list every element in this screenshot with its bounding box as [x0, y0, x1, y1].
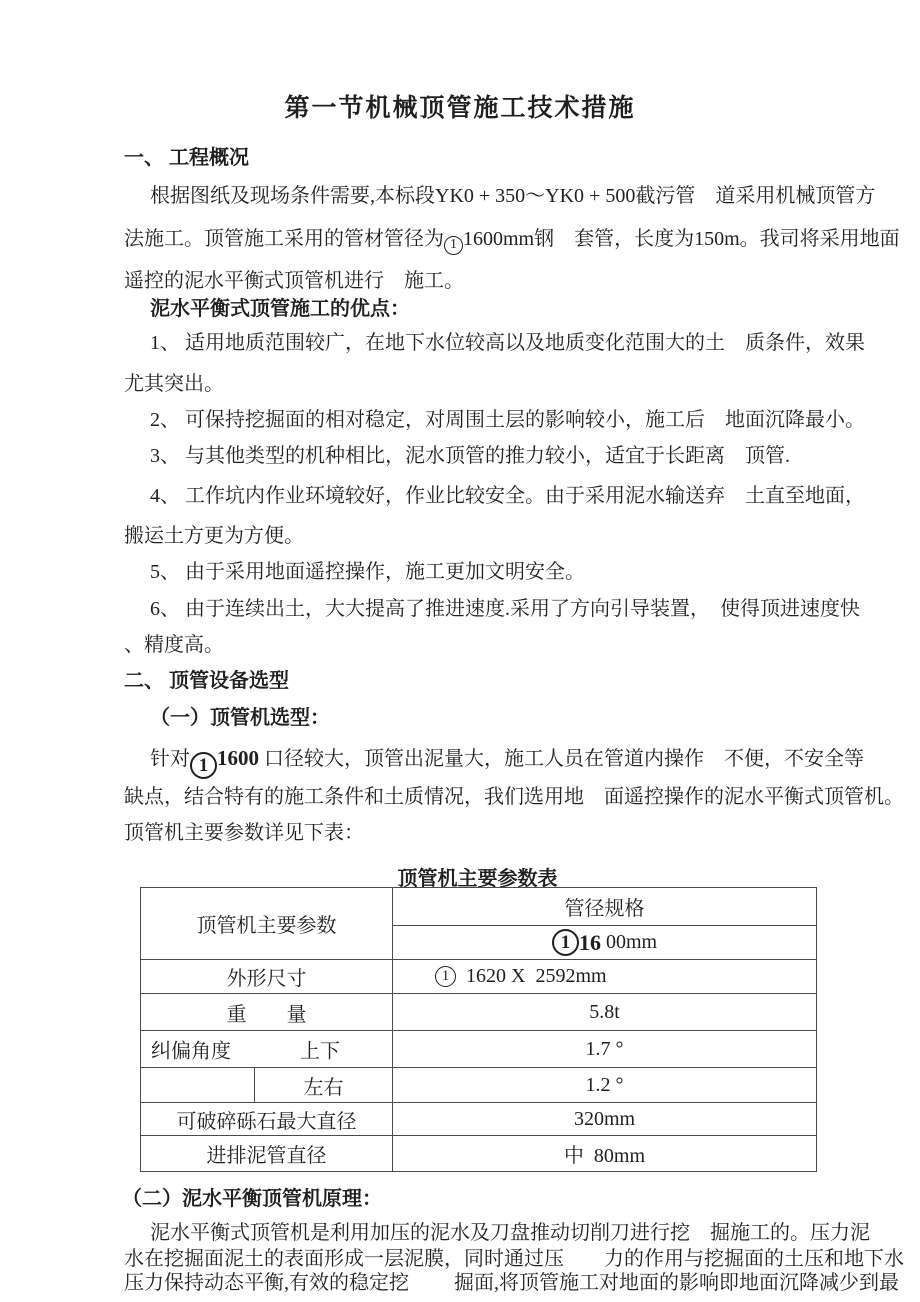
paragraph-line: 缺点，结合特有的施工条件和土质情况，我们选用地 面遥控操作的泥水平衡式顶管机。: [124, 786, 904, 808]
subsection-2b-heading: （二）泥水平衡顶管机原理：: [122, 1188, 382, 1210]
mudpipe-label: 进排泥管直径: [141, 1136, 393, 1171]
advantage-item-line: 1、 适用地质范围较广，在地下水位较高以及地质变化范围大的土 质条件，效果: [150, 332, 865, 354]
document-title: 第一节机械顶管施工技术措施: [284, 95, 636, 122]
updown-label: 上下: [300, 1040, 340, 1063]
dimension-value: [393, 960, 816, 993]
gravel-label: 可破碎砾石最大直径: [141, 1103, 393, 1135]
circled-1-marker: 1: [444, 236, 463, 255]
circled-1-marker: 1: [190, 752, 217, 779]
paragraph-line: 压力保持动态平衡,有效的稳定挖 掘面,将顶管施工对地面的影响即地面沉降减少到最: [124, 1272, 899, 1294]
subsection-2a-heading: （一）顶管机选型：: [150, 707, 330, 729]
advantage-item-line: 6、 由于连续出土，大大提高了推进速度.采用了方向引导装置， 使得顶进速度快: [150, 598, 860, 620]
paragraph-line: [124, 226, 900, 255]
table-row: [141, 888, 816, 959]
circled-1-marker: 1: [435, 966, 456, 987]
advantage-item-line: 3、 与其他类型的机种相比，泥水顶管的推力较小，适宜于长距离 顶管.: [150, 445, 790, 467]
paragraph-line: 根据图纸及现场条件需要,本标段YK0 + 350～YK0 + 500截污管 道采用机械顶管方: [150, 185, 876, 207]
deviation-leftright-cell: [141, 1068, 393, 1102]
dimension-label: 外形尺寸: [141, 960, 393, 993]
empty-subcell: [141, 1068, 255, 1102]
table-title: 顶管机主要参数表: [397, 868, 558, 890]
text-segment: 法施工。顶管施工采用的管材管径为: [124, 228, 444, 250]
paragraph-line: 泥水平衡式顶管机是利用加压的泥水及刀盘推动切削刀进行挖 掘施工的。压力泥: [150, 1222, 870, 1244]
gravel-value: 320mm: [573, 1107, 636, 1130]
deviation-angle-label: 纠偏角度: [151, 1040, 231, 1063]
paragraph-line: 遥控的泥水平衡式顶管机进行 施工。: [124, 270, 464, 292]
section-2-heading: 二、 顶管设备选型: [124, 670, 289, 692]
text-segment: 1620 X 2592mm: [456, 965, 607, 987]
advantage-item-line: 搬运土方更为方便。: [124, 525, 304, 547]
text-segment: 口径较大，顶管出泥量大，施工人员在管道内操作 不便，不安全等: [259, 748, 864, 770]
advantages-heading: 泥水平衡式顶管施工的优点：: [150, 298, 410, 320]
table-row: [141, 1102, 816, 1135]
advantage-item-line: 尤其突出。: [124, 373, 224, 395]
table-row: [141, 1135, 816, 1171]
pipe-diameter-number: 1600: [217, 746, 259, 770]
pipe-spec-value: [393, 926, 816, 959]
updown-value: 1.7 °: [585, 1037, 624, 1060]
leftright-value: 1.2 °: [585, 1073, 624, 1096]
circled-1-marker: 1: [552, 929, 579, 956]
advantage-item-line: 5、 由于采用地面遥控操作，施工更加文明安全。: [150, 561, 585, 583]
pipe-spec-label: 管径规格: [393, 888, 816, 926]
paragraph-line: 顶管机主要参数详见下表：: [124, 822, 364, 844]
table-row: [141, 1067, 816, 1102]
parameters-table: [140, 887, 817, 1172]
table-row: [141, 1030, 816, 1067]
text-segment: 1600mm钢 套管，长度为150m。我司将采用地面: [463, 228, 900, 250]
table-header-spec: [393, 888, 816, 959]
deviation-updown-cell: [141, 1031, 393, 1067]
spec-unit: 00mm: [600, 931, 658, 953]
section-1-heading: 一、 工程概况: [124, 147, 249, 169]
advantage-item-line: 2、 可保持挖掘面的相对稳定，对周围土层的影响较小，施工后 地面沉降最小。: [150, 409, 865, 431]
mudpipe-value: 中 80mm: [563, 1145, 646, 1167]
spec-number: 16: [578, 929, 601, 955]
weight-label: 重 量: [141, 994, 393, 1030]
text-segment: 针对: [150, 748, 190, 770]
table-row: [141, 993, 816, 1030]
table-row: [141, 959, 816, 993]
advantage-item-line: 4、 工作坑内作业环境较好，作业比较安全。由于采用泥水输送弃 土直至地面，: [150, 485, 865, 507]
table-header-parameters: 顶管机主要参数: [141, 888, 393, 959]
leftright-label: 左右: [303, 1076, 344, 1099]
weight-value: 5.8t: [589, 1000, 620, 1023]
paragraph-line: 水在挖掘面泥土的表面形成一层泥膜，同时通过压 力的作用与挖掘面的土压和地下水: [124, 1248, 904, 1270]
paragraph-line: [150, 745, 864, 779]
advantage-item-line: 、精度高。: [124, 634, 224, 656]
